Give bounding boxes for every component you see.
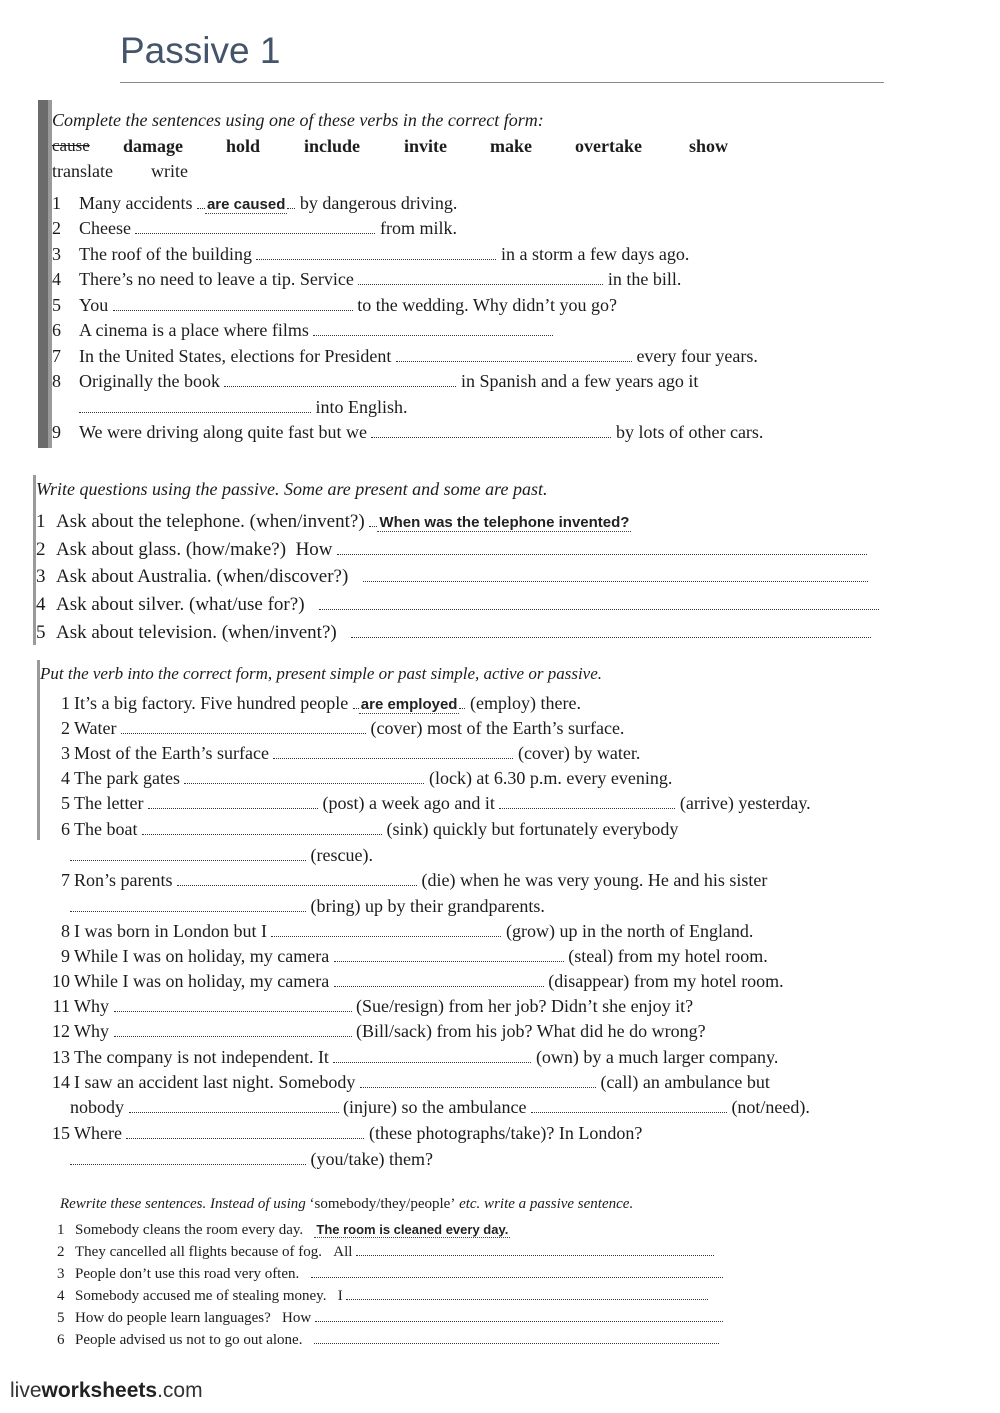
answer-blank[interactable]: [184, 783, 424, 784]
list-item: 4 There’s no need to leave a tip. Service in the bill.: [52, 269, 682, 289]
list-item-continuation: into English.: [79, 397, 408, 418]
list-item: 1 It’s a big factory. Five hundred people are employed (employ) there.: [61, 693, 581, 713]
scan-margin-bar: [37, 660, 40, 840]
answer-blank[interactable]: [148, 808, 318, 809]
list-item: 2 Cheese from milk.: [52, 218, 457, 238]
title-divider: [120, 82, 884, 83]
scan-margin-bar: [38, 100, 48, 448]
answer-blank[interactable]: [121, 733, 366, 734]
exercise-2-instruction: Write questions using the passive. Some are present and some are past.: [36, 479, 548, 499]
list-item: 10 While I was on holiday, my camera (disappear) from my hotel room.: [52, 971, 784, 991]
answer-blank[interactable]: [256, 259, 496, 260]
answer-blank[interactable]: [363, 581, 868, 582]
list-item: 15 Where (these photographs/take)? In London?: [52, 1123, 643, 1143]
answer-blank[interactable]: [70, 860, 306, 861]
list-item: 6 People advised us not to go out alone.: [57, 1332, 719, 1349]
site-logo: liveworksheets.com: [10, 1379, 203, 1402]
list-item: 11 Why (Sue/resign) from her job? Didn’t she enjoy it?: [52, 996, 694, 1016]
answer-blank[interactable]: [334, 986, 544, 987]
answer-example: When was the telephone invented?: [379, 514, 630, 531]
answer-blank[interactable]: [114, 1036, 352, 1037]
answer-blank[interactable]: [351, 637, 871, 638]
answer-blank[interactable]: [177, 885, 417, 886]
list-item: 8 I was born in London but I (grow) up in the north of England.: [61, 921, 754, 941]
verb-word: show: [689, 136, 729, 156]
verb-word: invite: [404, 136, 447, 156]
verb-word: hold: [226, 136, 261, 156]
answer-blank[interactable]: [129, 1112, 339, 1113]
list-item: 2 They cancelled all flights because of fog. All: [57, 1244, 714, 1261]
list-item: 1 Many accidents are caused by dangerous driving.: [52, 193, 458, 213]
answer-blank[interactable]: [114, 1011, 352, 1012]
answer-blank[interactable]: [142, 834, 382, 835]
list-item: 9 While I was on holiday, my camera (steal) from my hotel room.: [61, 946, 768, 966]
answer-blank[interactable]: [315, 1321, 723, 1322]
list-item: 3 Ask about Australia. (when/discover?): [36, 566, 868, 588]
answer-blank[interactable]: [319, 609, 879, 610]
verb-word: make: [490, 136, 532, 156]
list-item: 3 The roof of the building in a storm a few days ago.: [52, 244, 690, 264]
answer-blank[interactable]: [313, 335, 553, 336]
list-item: 13 The company is not independent. It (own) by a much larger company.: [52, 1047, 779, 1067]
verb-word: write: [151, 161, 188, 181]
list-item: 1 Ask about the telephone. (when/invent?) When was the telephone invented?: [36, 511, 630, 532]
verb-word: damage: [123, 136, 183, 156]
answer-blank[interactable]: [360, 1087, 596, 1088]
answer-blank[interactable]: [79, 412, 311, 413]
list-item: 6 The boat (sink) quickly but fortunately everybody: [61, 819, 679, 839]
list-item: 14 I saw an accident last night. Somebody (call) an ambulance but: [52, 1072, 770, 1092]
answer-blank[interactable]: [271, 936, 501, 937]
verb-word: translate: [52, 161, 113, 181]
list-item: 7 In the United States, elections for President every four years.: [52, 346, 758, 366]
verb-word: cause: [52, 136, 90, 155]
list-item: 3 Most of the Earth’s surface (cover) by water.: [61, 743, 641, 763]
answer-blank[interactable]: [113, 310, 353, 311]
list-item: 7 Ron’s parents (die) when he was very young. He and his sister: [61, 870, 768, 890]
verb-word: overtake: [575, 136, 642, 156]
page-title: Passive 1: [120, 30, 281, 71]
list-item: 1 Somebody cleans the room every day. The room is cleaned every day.: [57, 1222, 509, 1238]
answer-blank[interactable]: [371, 437, 611, 438]
answer-example: are employed: [360, 696, 458, 713]
answer-blank[interactable]: [346, 1299, 708, 1300]
list-item: 2 Ask about glass. (how/make?) How: [36, 539, 867, 561]
answer-blank[interactable]: [358, 284, 603, 285]
answer-example: The room is cleaned every day.: [316, 1222, 509, 1237]
answer-blank[interactable]: [337, 554, 867, 555]
answer-blank[interactable]: [499, 808, 675, 809]
list-item-continuation: (bring) up by their grandparents.: [70, 896, 545, 917]
list-item-continuation: nobody (injure) so the ambulance (not/need).: [70, 1097, 810, 1117]
exercise-1-instruction: Complete the sentences using one of these verbs in the correct form:: [52, 110, 544, 130]
list-item: 5 You to the wedding. Why didn’t you go?: [52, 295, 618, 315]
list-item-continuation: (rescue).: [70, 845, 373, 866]
answer-blank[interactable]: [333, 1062, 531, 1063]
answer-example: are caused: [206, 196, 286, 213]
list-item: 4 Ask about silver. (what/use for?): [36, 594, 879, 616]
list-item-continuation: (you/take) them?: [70, 1149, 433, 1170]
answer-blank[interactable]: [224, 386, 456, 387]
list-item: 4 The park gates (lock) at 6.30 p.m. every evening.: [61, 768, 673, 788]
list-item: 9 We were driving along quite fast but we by lots of other cars.: [52, 422, 764, 442]
answer-blank[interactable]: [70, 1164, 306, 1165]
list-item: 8 Originally the book in Spanish and a few years ago it: [52, 371, 699, 391]
answer-blank[interactable]: [311, 1277, 723, 1278]
list-item: 3 People don’t use this road very often.: [57, 1266, 723, 1283]
list-item: 6 A cinema is a place where films: [52, 320, 553, 341]
list-item: 12 Why (Bill/sack) from his job? What did he do wrong?: [52, 1021, 706, 1041]
answer-blank[interactable]: [334, 961, 564, 962]
list-item: 2 Water (cover) most of the Earth’s surface.: [61, 718, 625, 738]
list-item: 5 Ask about television. (when/invent?): [36, 622, 871, 644]
answer-blank[interactable]: [273, 758, 513, 759]
verb-word: include: [304, 136, 361, 156]
exercise-3-instruction: Put the verb into the correct form, present simple or past simple, active or passive.: [40, 664, 603, 683]
answer-blank[interactable]: [531, 1112, 727, 1113]
list-item: 5 The letter (post) a week ago and it (arrive) yesterday.: [61, 793, 811, 813]
answer-blank[interactable]: [396, 361, 632, 362]
list-item: 4 Somebody accused me of stealing money. I: [57, 1288, 708, 1305]
exercise-4-instruction: Rewrite these sentences. Instead of using ‘somebody/they/people’ etc. write a passive sentence.: [60, 1196, 634, 1212]
answer-blank[interactable]: [314, 1343, 719, 1344]
answer-blank[interactable]: [135, 233, 375, 234]
list-item: 5 How do people learn languages? How: [57, 1310, 723, 1327]
answer-blank[interactable]: [356, 1255, 714, 1256]
answer-blank[interactable]: [126, 1138, 364, 1139]
answer-blank[interactable]: [70, 911, 306, 912]
